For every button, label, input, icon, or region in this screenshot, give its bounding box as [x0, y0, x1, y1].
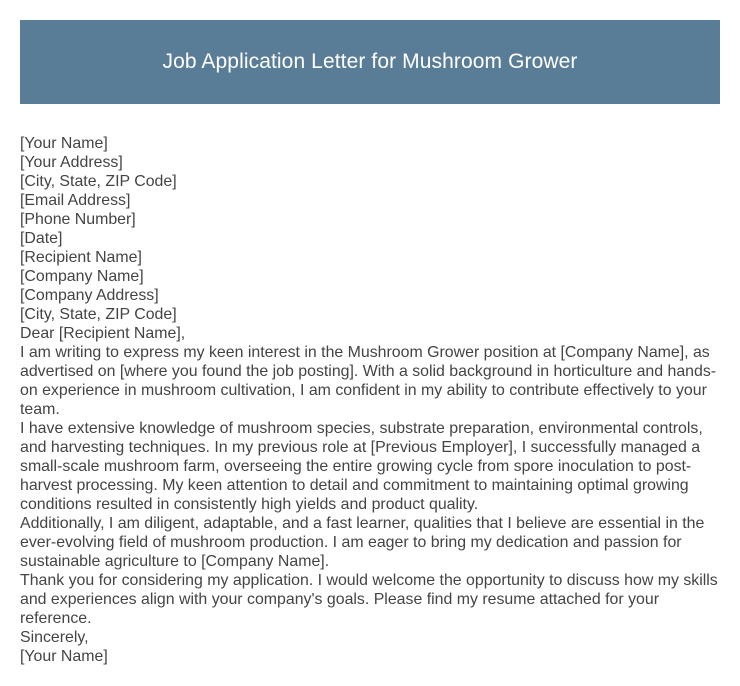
- paragraph-intro: I am writing to express my keen interest in the Mushroom Grower position at [Company Name], as advertised on [where you found the job posting]. With a solid background in horticulture and hands-on experience in mushroom cultivation, I am confident in my ability to contribute effectively to your team.: [20, 344, 717, 418]
- recipient-company: [Company Name]: [20, 268, 144, 285]
- paragraph-qualities: Additionally, I am diligent, adaptable, and a fast learner, qualities that I believe are essential in the ever-evolving field of mushroom production. I am eager to bring my dedication and passion for sustainable agriculture to [Company Name].: [20, 515, 705, 570]
- paragraph-experience: I have extensive knowledge of mushroom species, substrate preparation, environmental controls, and harvesting techniques. In my previous role at [Previous Employer], I successfully managed a small-scale mushroom farm, overseeing the entire growing cycle from spore inoculation to post-harvest processing. My keen attention to detail and commitment to maintaining optimal growing conditions resulted in consistently high yields and product quality.: [20, 420, 703, 513]
- sender-city-state-zip: [City, State, ZIP Code]: [20, 173, 177, 190]
- sender-address: [Your Address]: [20, 154, 123, 171]
- salutation: Dear [Recipient Name],: [20, 325, 186, 342]
- letter-date: [Date]: [20, 230, 63, 247]
- paragraph-thanks: Thank you for considering my application. I would welcome the opportunity to discuss how my skills and experiences align with your company's goals. Please find my resume attached for your reference.: [20, 572, 718, 627]
- sender-phone: [Phone Number]: [20, 211, 136, 228]
- page-header: [20, 20, 720, 104]
- sender-email: [Email Address]: [20, 192, 131, 209]
- recipient-address: [Company Address]: [20, 287, 159, 304]
- letter-body: [20, 134, 720, 666]
- sender-name: [Your Name]: [20, 135, 108, 152]
- page-title: Job Application Letter for Mushroom Grower: [162, 50, 578, 73]
- signature: [Your Name]: [20, 648, 108, 665]
- closing: Sincerely,: [20, 629, 89, 646]
- recipient-city-state-zip: [City, State, ZIP Code]: [20, 306, 177, 323]
- recipient-name: [Recipient Name]: [20, 249, 142, 266]
